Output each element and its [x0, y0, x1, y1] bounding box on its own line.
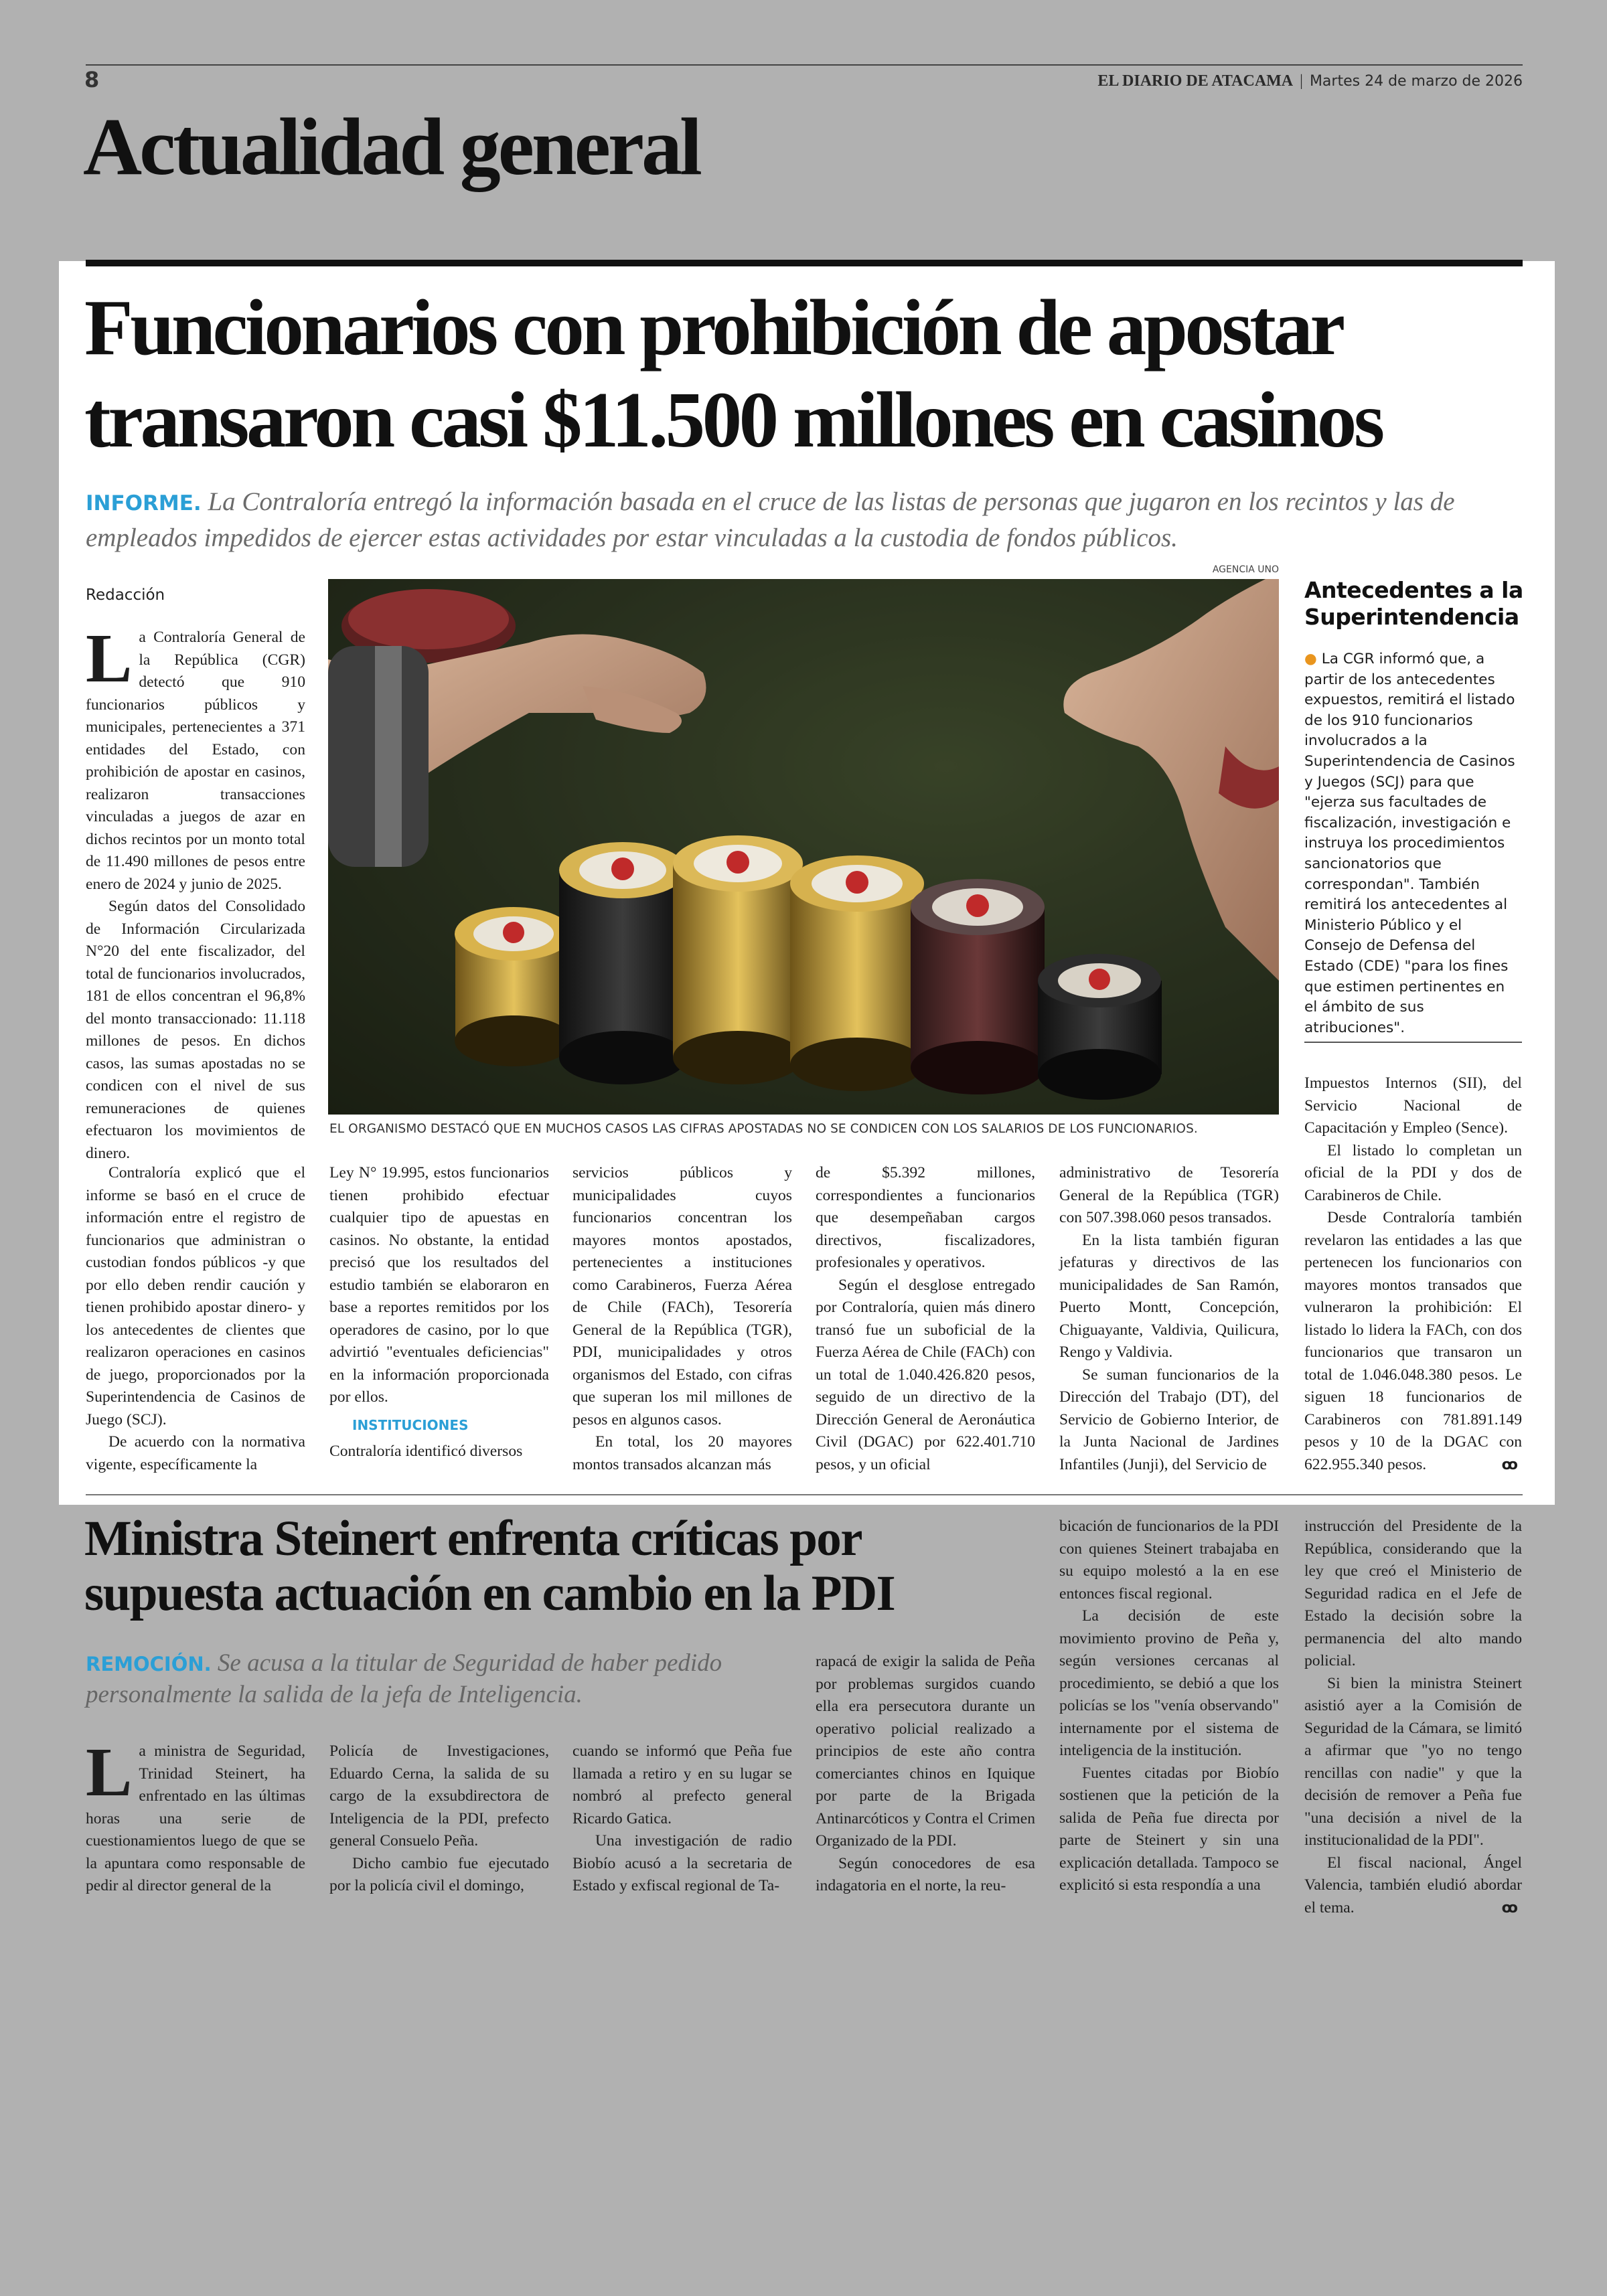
casino-chips-illustration	[328, 579, 1279, 1115]
article2-top-rule	[86, 1494, 1523, 1495]
main-article-top-rule	[86, 260, 1523, 266]
article1-paragraph: Según datos del Consolidado de Información Circularizada N°20 del ente fiscalizador, del total de funcionarios involucrados, 181 de ellos concentran el 96,8% del monto transaccionado: 11.118 millones de pesos. En dichos casos, las sumas apostadas no se condicen con el nivel de sus remuneraciones de quienes efectuaron los movimientos de dinero.	[86, 898, 305, 1162]
article1-paragraph: De acuerdo con la normativa vigente, específicamente la	[86, 1433, 305, 1473]
article2-col6	[1304, 1515, 1522, 1919]
article2-headline	[84, 1511, 1062, 1621]
chip-stack-3	[673, 835, 804, 1084]
masthead-line	[1078, 72, 1523, 90]
article2-paragraph: Una investigación de radio Biobío acusó a la secretaria de Estado y exfiscal regional de Ta-	[572, 1832, 792, 1894]
sidebar-rule	[1304, 1042, 1522, 1043]
chip-stack-5	[911, 879, 1045, 1094]
article2-paragraph: bicación de funcionarios de la PDI con quienes Steinert trabajaba en su equipo molestó a la en ese entonces fiscal regional.	[1059, 1518, 1279, 1603]
article1-paragraph: El listado lo completan un oficial de la PDI y dos de Carabineros de Chile.	[1304, 1141, 1522, 1204]
article2-deck-text: Se acusa a la titular de Seguridad de haber pedido personalmente la salida de la jefa de Inteligencia.	[86, 1649, 722, 1708]
article1-paragraph: En la lista también figuran jefaturas y directivos de las municipalidades de San Ramón, Puerto Montt, Concepción, Chiguayante, Valdivia, Quilicura, Rengo y Valdivia.	[1059, 1231, 1279, 1361]
main-deck	[86, 485, 1512, 556]
article2-paragraph: Dicho cambio fue ejecutado por la policía civil el domingo,	[329, 1854, 549, 1894]
article-end-mark-icon: ꝏ	[1501, 1456, 1518, 1473]
article1-paragraph: administrativo de Tesorería General de la República (TGR) con 507.398.060 pesos transados.	[1059, 1164, 1279, 1226]
article1-paragraph: de $5.392 millones, correspondientes a funcionarios que desempeñaban cargos directivos, fiscalizadores, profesionales y operativos.	[816, 1164, 1035, 1271]
article2-col1	[86, 1734, 305, 1898]
article1-paragraph: Impuestos Internos (SII), del Servicio Nacional de Capacitación y Empleo (Sence).	[1304, 1074, 1522, 1137]
article1-paragraph: Se suman funcionarios de la Dirección del Trabajo (DT), del Servicio de Gobierno Interior, de la Junta Nacional de Jardines Infantiles (Junji), del Servicio de	[1059, 1366, 1279, 1473]
article1-col1-top	[86, 620, 305, 1165]
section-title: Actualidad general	[83, 102, 700, 192]
main-deck-text: La Contraloría entregó la información basada en el cruce de las listas de personas que jugaron en los recintos y las de empleados impedidos de ejercer estas actividades por estar vinculadas a la custodia de fondos públicos.	[86, 487, 1455, 552]
byline: Redacción	[86, 586, 165, 604]
article2-col5	[1059, 1515, 1279, 1897]
article2-deck	[86, 1648, 782, 1710]
article1-col3	[572, 1162, 792, 1476]
article1-paragraph: Según el desglose entregado por Contraloría, quien más dinero transó fue un suboficial de la Fuerza Aérea de Chile (FACh) con un total de 1.040.426.820 pesos, seguido de un directivo de la Dirección General de Aeronáutica Civil (DGAC) por 622.401.710 pesos, y un oficial	[816, 1276, 1035, 1473]
chip-stack-1	[455, 907, 572, 1066]
article2-paragraph: a ministra de Seguridad, Trinidad Steinert, ha enfrentado en las últimas horas una serie de cuestionamientos luego de que se la apuntara como responsable de pedir al director general de la	[86, 1742, 305, 1894]
sidebar-title: Antecedentes a la Superintendencia	[1304, 577, 1523, 630]
sidebar-body	[1304, 649, 1522, 1038]
main-headline	[84, 281, 1531, 466]
photo-credit: AGENCIA UNO	[1212, 564, 1279, 575]
article2-kicker: REMOCIÓN.	[86, 1653, 212, 1675]
article1-col4	[816, 1162, 1035, 1476]
article2-headline-line1: Ministra Steinert enfrenta críticas por	[84, 1511, 862, 1566]
article1-col6	[1304, 1072, 1522, 1476]
masthead-separator-icon: |	[1300, 72, 1303, 90]
sidebar-text: La CGR informó que, a partir de los antecedentes expuestos, remitirá el listado de los 910 funcionarios involucrados a la Superintendencia de Casinos y Juegos (SCJ) para que "ejerza sus facultades de fiscalización, investigación e instruya los procedimientos sancionatorios que correspondan". También remitirá los antecedentes al Ministerio Público y el Consejo de Defensa del Estado (CDE) "para los fines que estimen pertinentes en el ámbito de sus atribuciones".	[1304, 651, 1515, 1036]
header-rule	[86, 64, 1523, 66]
article2-final-text: El fiscal nacional, Ángel Valencia, también eludió abordar el tema.	[1304, 1854, 1522, 1916]
article2-paragraph: La decisión de este movimiento provino de Peña y, según versiones cercanas al procedimiento, se debió a que los policías se los "venía observando" internamente por el sistema de inteligencia de la institución.	[1059, 1607, 1279, 1759]
chip-stack-2	[559, 842, 686, 1084]
article2-drop-cap: L	[86, 1734, 133, 1811]
article1-paragraph: En total, los 20 mayores montos transados alcanzan más	[572, 1433, 792, 1473]
article1-paragraph: Ley N° 19.995, estos funcionarios tienen prohibido efectuar cualquier tipo de apuestas en casinos. No obstante, la entidad precisó que los resultados del estudio también se elaboraron en base a reportes remitidos por los operadores de casino, por lo que advirtió "eventuales deficiencias" en la información proporcionada por ellos.	[329, 1164, 549, 1406]
article2-paragraph: Policía de Investigaciones, Eduardo Cerna, la salida de su cargo de la exsubdirectora de Inteligencia de la PDI, prefecto general Consuelo Peña.	[329, 1742, 549, 1850]
article2-col4	[816, 1651, 1035, 1898]
page-number: 8	[84, 67, 100, 92]
masthead: EL DIARIO DE ATACAMA	[1097, 72, 1294, 90]
article2-paragraph: cuando se informó que Peña fue llamada a retiro y en su lugar se nombró al prefecto general Ricardo Gatica.	[572, 1742, 792, 1827]
article2-paragraph	[1304, 1852, 1522, 1920]
photo-caption: EL ORGANISMO DESTACÓ QUE EN MUCHOS CASOS LAS CIFRAS APOSTADAS NO SE CONDICEN CON LOS SALARIOS DE LOS FUNCIONARIOS.	[329, 1122, 1198, 1136]
sidebar-bullet-icon: ●	[1304, 651, 1317, 667]
casino-chips-photo	[328, 579, 1279, 1115]
article1-col2	[329, 1162, 549, 1463]
article-end-mark-icon: ꝏ	[1501, 1899, 1518, 1916]
main-headline-line2: transaron casi $11.500 millones en casinos	[84, 376, 1382, 464]
article1-drop-cap: L	[86, 620, 133, 697]
article2-paragraph: Fuentes citadas por Biobío sostienen que la petición de la salida de Peña fue directa por parte de Steinert y sin una explicación detallada. Tampoco se explicitó si esta respondía a una	[1059, 1764, 1279, 1894]
chip-stack-4	[790, 855, 924, 1091]
instituciones-subhead: INSTITUCIONES	[352, 1416, 469, 1433]
article2-col2	[329, 1740, 549, 1898]
article1-paragraph: servicios públicos y municipalidades cuyos funcionarios concentran los mayores montos apostados, pertenecientes a instituciones como Carabineros, Fuerza Aérea de Chile (FACh), Tesorería General de la República (TGR), PDI, municipalidades y otros organismos del Estado, con cifras que superan los mil millones de pesos en algunos casos.	[572, 1164, 792, 1428]
main-headline-line1: Funcionarios con prohibición de apostar	[84, 283, 1343, 372]
main-kicker: INFORME.	[86, 491, 202, 515]
article1-paragraph: Contraloría explicó que el informe se basó en el cruce de información entre el registro de funcionarios que administran o custodian fondos públicos -y que por ello deben rendir caución y tienen prohibido apostar dinero- y los antecedentes de clientes que realizaron operaciones en casinos de juego, proporcionados por la Superintendencia de Casinos de Juego (SCJ).	[86, 1164, 305, 1428]
chip-stack-6	[1038, 954, 1162, 1100]
article1-paragraph: Contraloría identificó diversos	[329, 1443, 523, 1460]
article2-col3	[572, 1740, 792, 1898]
article1-col5	[1059, 1162, 1279, 1476]
article1-col1	[86, 1162, 305, 1476]
article1-paragraph: a Contraloría General de la República (CGR) detectó que 910 funcionarios públicos y municipales, pertenecientes a 371 entidades del Estado, con prohibición de apostar en casinos, realizaron transacciones vinculadas a juegos de azar en dichos recintos por un monto total de 11.490 millones de pesos entre enero de 2024 y junio de 2025.	[86, 629, 305, 893]
article2-paragraph: instrucción del Presidente de la República, considerando que la ley que creó el Ministerio de Seguridad radica en el Jefe de Estado la decisión sobre la permanencia del alto mando policial.	[1304, 1518, 1522, 1669]
article1-final-text: Desde Contraloría también revelaron las entidades a las que pertenecen los funcionarios con mayores montos transados que vulneraron la prohibición: El listado lo lidera la FACh, con dos funcionarios que transaron un total de 1.046.048.380 pesos. Le siguen 18 funcionarios de Carabineros con 781.891.149 pesos y 10 de la DGAC con 622.955.340 pesos.	[1304, 1209, 1522, 1473]
article2-headline-line2: supuesta actuación en cambio en la PDI	[84, 1566, 895, 1621]
article2-paragraph: rapacá de exigir la salida de Peña por problemas surgidos cuando ella era persecutora durante un operativo policial realizado a principios de este año contra comerciantes chinos en Iquique por parte de la Brigada Antinarcóticos y Contra el Crimen Organizado de la PDI.	[816, 1653, 1035, 1850]
issue-date: Martes 24 de marzo de 2026	[1309, 73, 1523, 90]
article1-paragraph	[1304, 1207, 1522, 1476]
article2-paragraph: Según conocedores de esa indagatoria en el norte, la reu-	[816, 1854, 1035, 1894]
article2-paragraph: Si bien la ministra Steinert asistió ayer a la Comisión de Seguridad de la Cámara, se limitó a afirmar que "yo no tengo rencillas con nadie" y que la decisión de remover a Peña fue "una decisión a nivel de la institucionalidad de la PDI".	[1304, 1674, 1522, 1849]
